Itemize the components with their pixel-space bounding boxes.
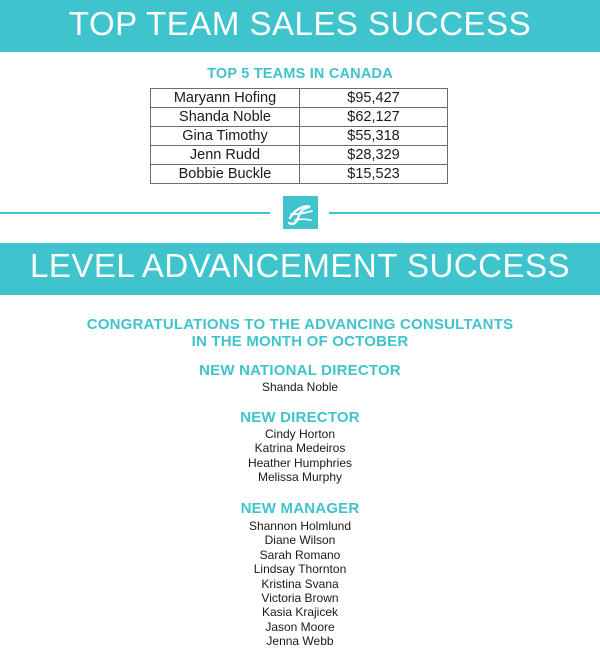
table-row [151, 165, 448, 184]
congrats-line-2: IN THE MONTH OF OCTOBER [191, 333, 409, 350]
director-title: NEW DIRECTOR [240, 409, 360, 426]
team-name: Maryann Hofing [151, 89, 300, 108]
level-advancement-banner [0, 243, 600, 295]
table-row [151, 89, 448, 108]
top-teams-table [150, 88, 448, 184]
team-name: Bobbie Buckle [151, 165, 300, 184]
divider-line-left [0, 212, 270, 214]
team-amount: $28,329 [300, 146, 448, 165]
table-row [151, 108, 448, 127]
list-item: Shanda Noble [261, 380, 339, 394]
team-amount: $15,523 [300, 165, 448, 184]
list-item: Shannon Holmlund [248, 519, 352, 533]
national-director-list [0, 380, 600, 394]
manager-list [0, 519, 600, 649]
divider-line-right [329, 212, 600, 214]
list-item: Lindsay Thornton [253, 562, 347, 577]
brand-logo-icon [283, 196, 318, 229]
list-item: Kristina Svana [261, 576, 339, 591]
list-item: Katrina Medeiros [254, 441, 346, 456]
manager-title: NEW MANAGER [240, 500, 360, 517]
list-item: Cindy Horton [264, 427, 336, 441]
list-item: Victoria Brown [261, 590, 339, 605]
list-item: Sarah Romano [259, 547, 341, 562]
congrats-line-1: CONGRATULATIONS TO THE ADVANCING CONSULTANTS [86, 316, 514, 333]
table-row [151, 146, 448, 165]
top-team-sales-title: TOP TEAM SALES SUCCESS [68, 5, 532, 42]
national-director-title: NEW NATIONAL DIRECTOR [199, 362, 401, 379]
team-name: Jenn Rudd [151, 146, 300, 165]
director-list [0, 427, 600, 485]
list-item: Jenna Webb [266, 634, 334, 649]
team-amount: $55,318 [300, 127, 448, 146]
list-item: Jason Moore [265, 619, 335, 634]
level-advancement-title: LEVEL ADVANCEMENT SUCCESS [29, 247, 571, 284]
team-amount: $62,127 [300, 108, 448, 127]
team-amount: $95,427 [300, 89, 448, 108]
team-name: Gina Timothy [151, 127, 300, 146]
table-row [151, 127, 448, 146]
list-item: Kasia Krajicek [261, 605, 339, 620]
top-team-sales-banner [0, 0, 600, 52]
list-item: Diane Wilson [264, 533, 336, 548]
congratulations-heading [0, 316, 600, 350]
team-name: Shanda Noble [151, 108, 300, 127]
list-item: Heather Humphries [247, 455, 353, 470]
top-teams-heading: TOP 5 TEAMS IN CANADA [207, 66, 393, 82]
list-item: Melissa Murphy [257, 470, 343, 485]
